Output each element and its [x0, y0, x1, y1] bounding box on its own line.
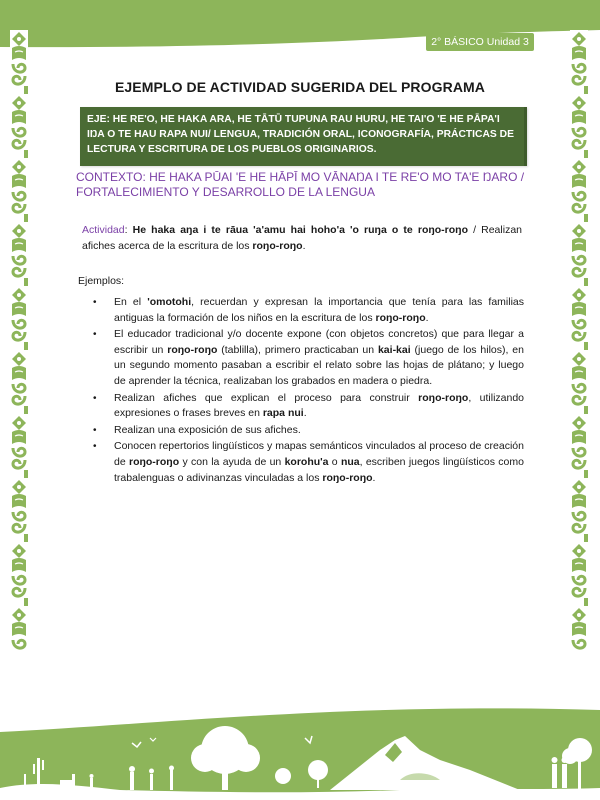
example-item [78, 295, 524, 326]
ornament-border-right-icon [570, 30, 588, 650]
examples-list [78, 295, 524, 487]
contexto-line-2: FORTALECIMIENTO Y DESARROLLO DE LA LENGUA [76, 185, 375, 199]
ejemplos-label: Ejemplos: [78, 275, 125, 287]
page-title: EJEMPLO DE ACTIVIDAD SUGERIDA DEL PROGRAMA [114, 79, 486, 95]
text: El educador tradicional y/o docente expone (con objetos concretos) que para llegar a escribir un [114, 328, 524, 356]
bold-term: nua [340, 455, 360, 468]
text: , escriben juegos lingüísticos como trabalenguas o adivinanzas vinculadas a los [114, 455, 524, 484]
text: Realizan una exposición de sus afiches. [114, 423, 301, 436]
landscape-footer-icon [0, 640, 600, 800]
text: Conocen repertorios lingüísticos y mapas semánticos vinculados al proceso de creación de [114, 440, 524, 468]
actividad-bold-term: roŋo-roŋo [252, 240, 303, 252]
text: , utilizando expresiones o frases breves en [114, 391, 525, 420]
text: (tablilla), primero practicaban un [217, 343, 378, 356]
actividad-end: . [302, 240, 306, 252]
bold-term: roŋo-roŋo [418, 391, 469, 404]
contexto-heading [76, 170, 536, 200]
bold-term: roŋo-roŋo [375, 311, 426, 324]
header-wave-banner [0, 0, 600, 60]
bold-term: rapa nui [262, 407, 304, 420]
example-item [78, 327, 524, 389]
text: o [328, 455, 341, 468]
example-item [78, 423, 524, 439]
actividad-paragraph [82, 222, 522, 254]
actividad-separator: : [124, 224, 133, 236]
bold-term: 'omotohi [147, 296, 192, 308]
actividad-label: Actividad [82, 224, 125, 236]
bold-term: roŋo-roŋo [128, 455, 180, 468]
bullet-icon: • [93, 441, 97, 453]
bullet-icon: • [93, 329, 97, 341]
actividad-rapa-nui: He haka aŋa i te rāua 'a'amu hai hoho'a 'o ruŋa o te roŋo-roŋo [132, 224, 469, 236]
eje-box: EJE: HE RE'O, HE HAKA ARA, HE TĀTŪ TUPUNA RAU HURU, HE TAI'O 'E HE PĀPA'I IŊA O TE HAU RAPA NUI/ LENGUA, TRADICIÓN ORAL, ICONOGRAFÍA, PRÁCTICAS DE LECTURA Y ESCRITURA DE LOS PUEBLOS ORIGINARIOS. [80, 107, 527, 166]
bullet-icon: • [93, 297, 97, 308]
text: (juego de los hilos), en un segundo momento pasaban a escribir el relato sobre las hojas de plátano; y luego de aprender la técnica, realizaban los grabados en madera o piedra. [114, 343, 524, 387]
actividad-spanish: / Realizan afiches acerca de la escritura de los [82, 224, 522, 252]
text: Realizan afiches que explican el proceso para construir [114, 391, 419, 404]
bullet-icon: • [93, 424, 97, 436]
bold-term: kai-kai [377, 343, 411, 356]
text: , recuerdan y expresan la importancia que tenía para las familias antiguas la formación de los niños en la escritura de los [114, 296, 524, 324]
bold-term: roŋo-roŋo [322, 471, 373, 484]
text: y con la ayuda de un [179, 455, 285, 468]
text: . [425, 311, 429, 324]
bullet-icon: • [93, 392, 97, 404]
text: En el [114, 296, 148, 308]
example-item [78, 391, 524, 422]
grade-unit-badge: 2° BÁSICO Unidad 3 [426, 33, 534, 51]
example-item [78, 439, 524, 486]
contexto-line-1: CONTEXTO: HE HAKA PŪAI 'E HE HĀPĪ MO VĀNAŊA I TE RE'O MO TA'E ŊARO / [76, 170, 525, 184]
bold-term: korohu'a [284, 455, 329, 468]
text: . [303, 407, 307, 420]
bold-term: roŋo-roŋo [167, 343, 218, 356]
ornament-border-left-icon [10, 30, 28, 650]
text: . [372, 471, 376, 484]
